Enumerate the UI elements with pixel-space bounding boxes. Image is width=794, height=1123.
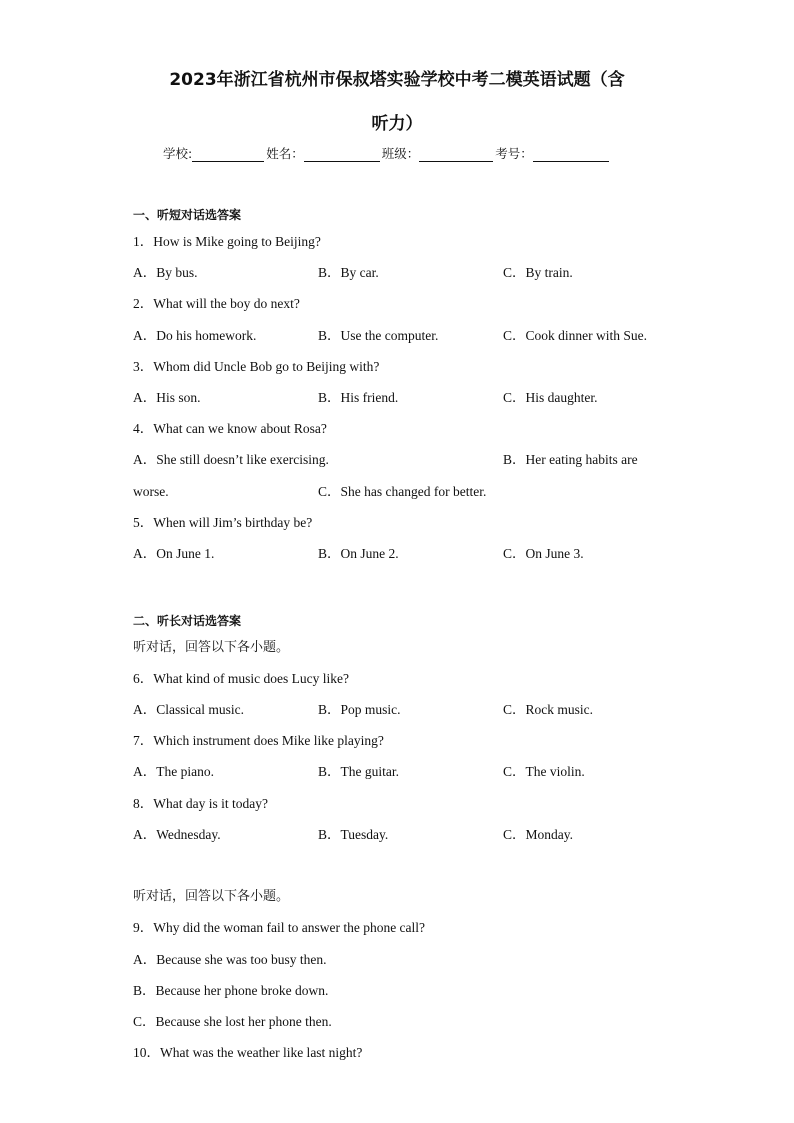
student-info-line: [163, 146, 611, 162]
section-heading: 一、听短对话选答案: [133, 208, 242, 222]
option-c[interactable]: C．Because she lost her phone then.: [133, 1014, 332, 1029]
option-c[interactable]: C．By train.: [503, 265, 573, 280]
option-c[interactable]: C．Cook dinner with Sue.: [503, 328, 647, 343]
option-b[interactable]: B．Pop music.: [318, 702, 401, 717]
question-text: 1．How is Mike going to Beijing?: [133, 234, 321, 249]
school-label: 学校:: [163, 146, 193, 161]
option-a[interactable]: A．She still doesn’t like exercising.: [133, 452, 329, 467]
option-a[interactable]: A．Because she was too busy then.: [133, 952, 327, 967]
option-c[interactable]: C．The violin.: [503, 764, 585, 779]
question-text: 2．What will the boy do next?: [133, 296, 300, 311]
option-b-continued: worse.: [133, 484, 169, 499]
option-a[interactable]: A．Classical music.: [133, 702, 244, 717]
option-b[interactable]: B．By car.: [318, 265, 379, 280]
option-c[interactable]: C．She has changed for better.: [318, 484, 487, 499]
question-text: 3．Whom did Uncle Bob go to Beijing with?: [133, 359, 380, 374]
question-text: 4．What can we know about Rosa?: [133, 421, 327, 436]
name-blank[interactable]: [304, 148, 380, 162]
option-a[interactable]: A．The piano.: [133, 764, 214, 779]
exam-no-label: 考号：: [495, 146, 533, 161]
option-b[interactable]: B．Her eating habits are: [503, 452, 638, 467]
page-title-continued: 听力）: [371, 114, 423, 134]
option-c[interactable]: C．His daughter.: [503, 390, 598, 405]
question-text: 10．What was the weather like last night?: [133, 1045, 363, 1060]
option-a[interactable]: A．Do his homework.: [133, 328, 257, 343]
exam-no-blank[interactable]: [533, 148, 609, 162]
option-b[interactable]: B．Because her phone broke down.: [133, 983, 329, 998]
option-a[interactable]: A．His son.: [133, 390, 201, 405]
option-b[interactable]: B．Tuesday.: [318, 827, 389, 842]
question-text: 5．When will Jim’s birthday be?: [133, 515, 313, 530]
question-text: 7．Which instrument does Mike like playing?: [133, 733, 384, 748]
class-label: 班级：: [381, 146, 420, 161]
question-text: 8．What day is it today?: [133, 796, 268, 811]
question-text: 6．What kind of music does Lucy like?: [133, 671, 349, 686]
option-a[interactable]: A．Wednesday.: [133, 827, 221, 842]
class-blank[interactable]: [419, 148, 493, 162]
option-b[interactable]: B．On June 2.: [318, 546, 399, 561]
question-text: 9．Why did the woman fail to answer the phone call?: [133, 920, 426, 935]
option-b[interactable]: B．The guitar.: [318, 764, 399, 779]
section-heading: 二、听长对话选答案: [133, 614, 242, 628]
instruction-text: 听对话，回答以下各小题。: [133, 640, 290, 655]
option-b[interactable]: B．Use the computer.: [318, 328, 439, 343]
option-c[interactable]: C．Monday.: [503, 827, 573, 842]
school-blank[interactable]: [192, 148, 264, 162]
option-a[interactable]: A．By bus.: [133, 265, 198, 280]
page-title: 2023年浙江省杭州市保叔塔实验学校中考二模英语试题（含: [169, 70, 625, 90]
option-c[interactable]: C．Rock music.: [503, 702, 593, 717]
option-b[interactable]: B．His friend.: [318, 390, 399, 405]
instruction-text: 听对话，回答以下各小题。: [133, 889, 290, 904]
option-a[interactable]: A．On June 1.: [133, 546, 215, 561]
name-label: 姓名：: [266, 146, 304, 161]
option-c[interactable]: C．On June 3.: [503, 546, 584, 561]
